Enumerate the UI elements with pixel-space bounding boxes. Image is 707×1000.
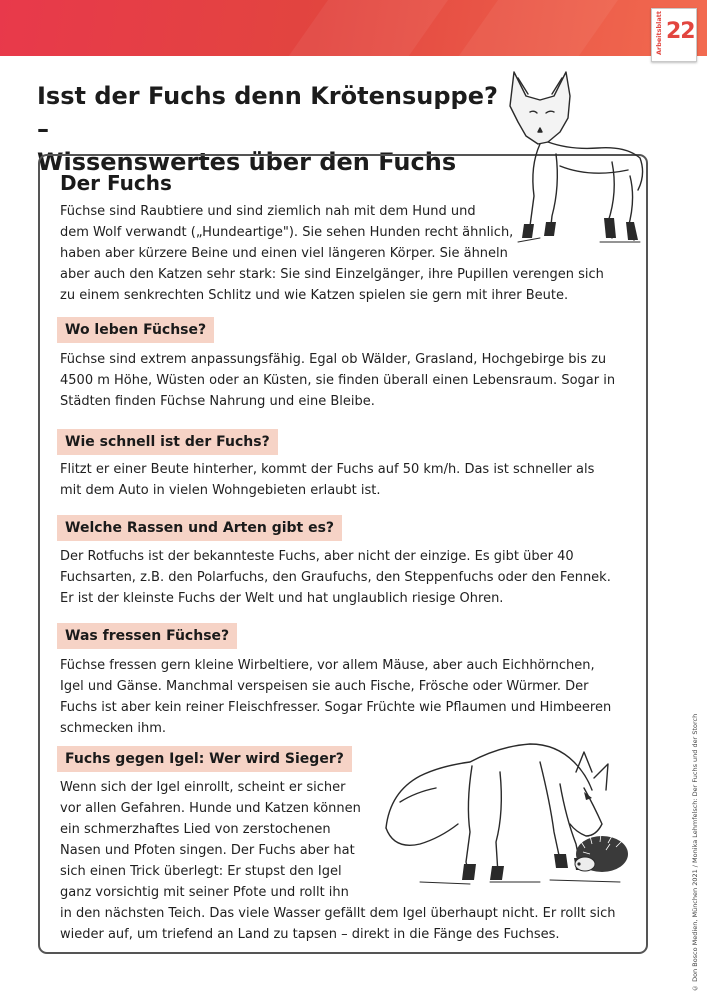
- intro-line: aber auch den Katzen sehr stark: Sie sind Einzelgänger, ihre Pupillen verengen sich: [60, 267, 604, 282]
- copyright-credit: © Don Bosco Medien, München 2021 / Monika Lehmfelsch: Der Fuchs und der Storch: [691, 713, 699, 992]
- intro-heading: Der Fuchs: [60, 171, 172, 195]
- section-paragraph-diet: [60, 655, 611, 739]
- paragraph-line: ein schmerzhaftes Lied von zerstochenen: [60, 822, 331, 837]
- paragraph-line: schmecken ihm.: [60, 721, 167, 736]
- section-paragraph-habitat: [60, 349, 615, 412]
- section-paragraph-species: [60, 546, 611, 609]
- paragraph-line: Igel und Gänse. Manchmal verspeisen sie auch Fische, Frösche oder Würmer. Der: [60, 679, 589, 694]
- paragraph-line: mit dem Auto in vielen Wohngebieten erlaubt ist.: [60, 483, 381, 498]
- section-paragraph-speed: [60, 459, 594, 501]
- header-banner: [0, 0, 707, 56]
- paragraph-line: Fuchs ist aber kein reiner Fleischfresser. Sogar Früchte wie Pflaumen und Himbeeren: [60, 700, 612, 715]
- paragraph-line: Städten finden Füchse Nahrung und eine Bleibe.: [60, 394, 375, 409]
- worksheet-label: Arbeitsblatt: [655, 11, 663, 55]
- title-line-1: Isst der Fuchs denn Krötensuppe? –: [37, 82, 498, 143]
- paragraph-line: Nasen und Pfoten singen. Der Fuchs aber hat: [60, 843, 355, 858]
- intro-paragraph: [60, 201, 604, 306]
- paragraph-line: wieder auf, um triefend an Land zu tapsen – direkt in die Fänge des Fuchses.: [60, 927, 560, 942]
- paragraph-line: Füchse fressen gern kleine Wirbeltiere, vor allem Mäuse, aber auch Eichhörnchen,: [60, 658, 595, 673]
- intro-line: dem Wolf verwandt („Hundeartige"). Sie sehen Hunden recht ähnlich,: [60, 225, 514, 240]
- paragraph-line: sich einen Trick überlegt: Er stupst den Igel: [60, 864, 342, 879]
- title-line-2: Wissenswertes über den Fuchs: [37, 148, 457, 176]
- section-heading-hedgehog: Fuchs gegen Igel: Wer wird Sieger?: [57, 746, 352, 772]
- intro-line: zu einem senkrechten Schlitz und wie Katzen spielen sie gern mit ihrer Beute.: [60, 288, 569, 303]
- paragraph-line: Der Rotfuchs ist der bekannteste Fuchs, aber nicht der einzige. Es gibt über 40: [60, 549, 574, 564]
- intro-line: haben aber kürzere Beine und einen viel längeren Körper. Sie ähneln: [60, 246, 508, 261]
- paragraph-line: vor allen Gefahren. Hunde und Katzen können: [60, 801, 361, 816]
- paragraph-line: Er ist der kleinste Fuchs der Welt und hat unglaublich riesige Ohren.: [60, 591, 504, 606]
- intro-line: Füchse sind Raubtiere und sind ziemlich nah mit dem Hund und: [60, 204, 476, 219]
- paragraph-line: Fuchsarten, z.B. den Polarfuchs, den Graufuchs, den Steppenfuchs oder den Fennek.: [60, 570, 611, 585]
- worksheet-number: 22: [666, 19, 695, 44]
- paragraph-line: 4500 m Höhe, Wüsten oder an Küsten, sie finden überall einen Lebensraum. Sogar in: [60, 373, 616, 388]
- paragraph-line: Füchse sind extrem anpassungsfähig. Egal ob Wälder, Grasland, Hochgebirge bis zu: [60, 352, 607, 367]
- paragraph-line: in den nächsten Teich. Das viele Wasser gefällt dem Igel überhaupt nicht. Er rollt sich: [60, 906, 616, 921]
- section-heading-species: Welche Rassen und Arten gibt es?: [57, 515, 342, 541]
- paragraph-line: Flitzt er einer Beute hinterher, kommt der Fuchs auf 50 km/h. Das ist schneller als: [60, 462, 595, 477]
- fox-hedgehog-illustration: [380, 732, 635, 892]
- paragraph-line: ganz vorsichtig mit seiner Pfote und rollt ihn: [60, 885, 349, 900]
- paragraph-line: Wenn sich der Igel einrollt, scheint er sicher: [60, 780, 346, 795]
- section-heading-habitat: Wo leben Füchse?: [57, 317, 214, 343]
- worksheet-tag: [651, 8, 697, 62]
- section-heading-speed: Wie schnell ist der Fuchs?: [57, 429, 278, 455]
- section-heading-diet: Was fressen Füchse?: [57, 623, 237, 649]
